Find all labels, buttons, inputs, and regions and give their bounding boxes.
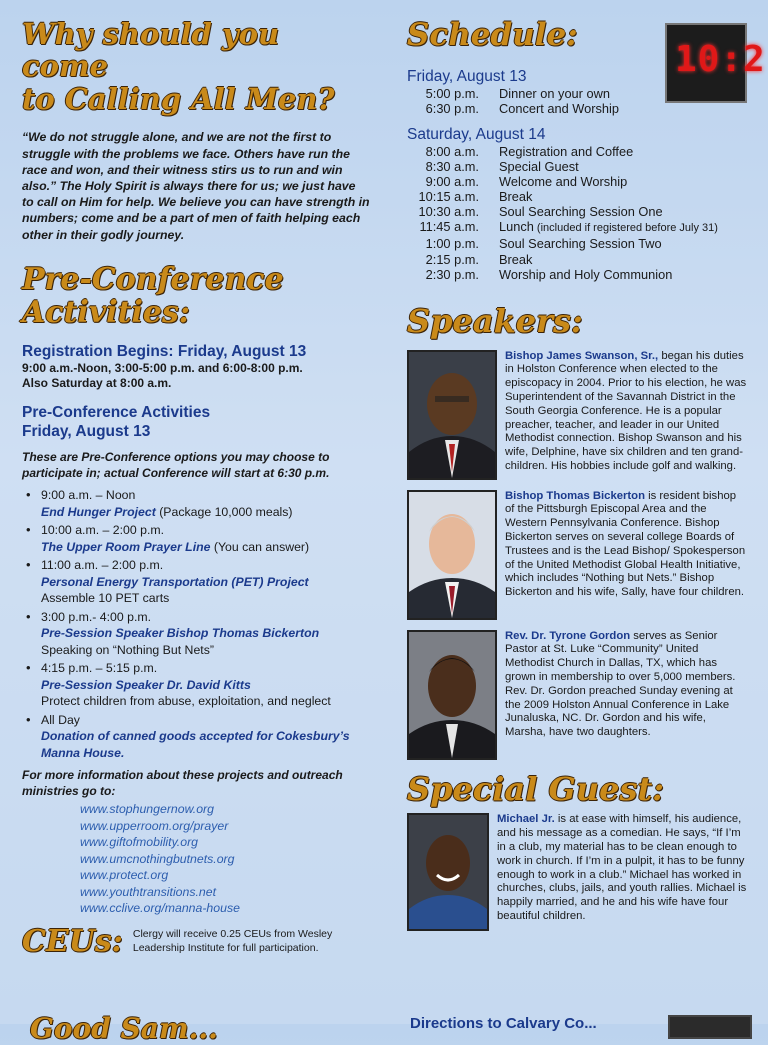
activity-desc: Assemble 10 PET carts <box>41 591 170 606</box>
schedule-time: 2:15 p.m. <box>425 251 479 267</box>
more-info: For more information about these projects and outreach ministries go to: <box>22 768 343 799</box>
links-list <box>80 801 370 917</box>
registration-hours: 9:00 a.m.-Noon, 3:00-5:00 p.m. and 6:00-8:00 p.m. <box>22 361 303 376</box>
speaker-card <box>407 630 747 760</box>
guest-card <box>407 813 747 931</box>
schedule-time: 11:45 a.m. <box>419 219 479 235</box>
ceu-text-line1: Clergy will receive 0.25 CEUs from Wesley <box>132 928 333 941</box>
activity-note: (You can answer) <box>210 539 310 554</box>
schedule-heading: Schedule: <box>407 17 578 53</box>
schedule-event: Welcome and Worship <box>499 174 628 190</box>
schedule-row <box>407 174 747 189</box>
schedule-event: Soul Searching Session Two <box>499 236 662 252</box>
pre-heading-line1: Pre-Conference <box>22 261 284 297</box>
special-guest-heading: Special Guest: <box>407 769 665 808</box>
guest-photo <box>407 813 489 931</box>
link-nothingbutnets[interactable]: www.umcnothingbutnets.org <box>80 851 235 866</box>
activity-time: 3:00 p.m.- 4:00 p.m. <box>41 609 152 624</box>
schedule-event: Break <box>499 189 533 205</box>
schedule-row <box>407 101 747 116</box>
saturday-schedule <box>407 144 747 282</box>
registration-saturday: Also Saturday at 8:00 a.m. <box>22 376 172 391</box>
schedule-time: 8:00 a.m. <box>425 143 479 159</box>
schedule-event <box>499 219 718 236</box>
speaker-name: Rev. Dr. Tyrone Gordon <box>505 629 631 642</box>
guest-name: Michael Jr. <box>497 813 555 826</box>
why-heading-line1: Why should you come <box>22 17 280 84</box>
activity-time: 10:00 a.m. – 2:00 p.m. <box>41 523 165 538</box>
ceu-section <box>22 925 370 959</box>
link-youthtransitions[interactable]: www.youthtransitions.net <box>80 884 217 899</box>
schedule-event: Special Guest <box>499 159 579 174</box>
ceu-heading: CEUs: <box>22 923 123 959</box>
schedule-time: 2:30 p.m. <box>425 266 479 282</box>
saturday-label: Saturday, August 14 <box>407 125 546 143</box>
list-item <box>22 487 370 520</box>
speaker-bio <box>505 490 747 620</box>
schedule-event-note: (included if registered before July 31) <box>533 222 718 235</box>
activity-title: Personal Energy Transportation (PET) Project <box>41 574 309 589</box>
schedule-time: 1:00 p.m. <box>425 236 479 252</box>
activities-heading-line2: Friday, August 13 <box>22 423 151 441</box>
bottom-right-heading: Directions to Calvary Co... <box>410 1015 597 1032</box>
bottom-corner-photo <box>668 1015 752 1039</box>
speaker-bio <box>505 350 747 480</box>
pre-heading-line2: Activities: <box>22 295 190 331</box>
schedule-event-label: Lunch <box>499 219 534 235</box>
speaker-photo <box>407 630 497 760</box>
left-column <box>22 18 370 958</box>
activity-desc: Protect children from abuse, exploitation, and neglect <box>41 694 331 709</box>
schedule-time: 8:30 a.m. <box>425 159 479 174</box>
clock-digits: 10:2 <box>675 39 766 80</box>
speaker-photo <box>407 350 497 480</box>
schedule-row <box>407 252 747 267</box>
list-item <box>22 660 370 710</box>
guest-bio <box>497 813 747 931</box>
guest-bio-text: is at ease with himself, his audience, and his message as a comedian. He says, “If I’m in a club, my material has to be clean enough to work in church. If I’m in a pulpit, it has to be funny enough to work in a club.” Michael has worked in churches, clubs, jails, and youth rallies. Michael is happily married, and he and his wife have four beautiful children. <box>497 813 747 922</box>
right-column <box>407 17 766 931</box>
activity-note: (Package 10,000 meals) <box>155 504 293 519</box>
activity-desc: Speaking on “Nothing But Nets” <box>41 642 214 657</box>
list-item <box>22 712 370 762</box>
activity-title: Donation of canned goods accepted for Cokesbury’s Manna House. <box>41 729 350 760</box>
list-item <box>22 557 370 607</box>
speaker-bio <box>505 630 747 760</box>
activities-list <box>22 487 370 761</box>
link-manna-house[interactable]: www.cclive.org/manna-house <box>80 901 240 916</box>
schedule-row <box>407 219 747 236</box>
speaker-bio-text: is resident bishop of the Pittsburgh Episcopal Area and the Western Pennsylvania Conference. Bishop Bickerton serves on several college Boards of Trustees and is the Lead Bishop/ Spokesperson of the United Methodist Global Health Initiative, which includes “Nothing but Nets.” Bishop Bickerton and his wife, Sally, have four children. <box>505 489 746 599</box>
speaker-name: Bishop Thomas Bickerton <box>505 489 645 502</box>
schedule-time: 9:00 a.m. <box>425 174 479 190</box>
schedule-event: Worship and Holy Communion <box>499 266 673 282</box>
schedule-row <box>407 159 747 174</box>
activity-time: All Day <box>41 712 80 727</box>
speaker-name: Bishop James Swanson, Sr., <box>505 349 659 362</box>
why-quote: “We do not struggle alone, and we are not the first to struggle with the problems we face. Others have run the race and won, and their witness stirs us to run and win also.” The Holy Spirit is always there for us; we just have to call on Him for help. We believe you can have strength in numbers; come and be a part of men of faith helping each other in their godly journey. <box>22 130 370 242</box>
activity-title: End Hunger Project <box>41 504 156 519</box>
why-heading <box>22 18 370 115</box>
schedule-event: Soul Searching Session One <box>499 204 663 220</box>
schedule-event: Dinner on your own <box>499 85 610 101</box>
why-heading-line2: to Calling All Men? <box>22 81 335 116</box>
activity-title: Pre-Session Speaker Bishop Thomas Bickerton <box>41 626 320 641</box>
link-stophungernow[interactable]: www.stophungernow.org <box>80 802 214 817</box>
schedule-time: 6:30 p.m. <box>425 100 479 116</box>
schedule-row <box>407 189 747 204</box>
activity-title: Pre-Session Speaker Dr. David Kitts <box>41 677 251 692</box>
activity-time: 4:15 p.m. – 5:15 p.m. <box>41 661 158 676</box>
schedule-event: Concert and Worship <box>499 100 619 116</box>
schedule-time: 10:30 a.m. <box>418 204 479 220</box>
schedule-row <box>407 204 747 219</box>
schedule-row <box>407 236 747 251</box>
speakers-heading: Speakers: <box>407 301 583 340</box>
link-giftofmobility[interactable]: www.giftofmobility.org <box>80 835 198 850</box>
activity-time: 9:00 a.m. – Noon <box>41 488 136 503</box>
link-upperroom[interactable]: www.upperroom.org/prayer <box>80 818 229 833</box>
speaker-bio-text: serves as Senior Pastor at St. Luke “Community” United Methodist Church in Dallas, TX, which has grown in membership to over 5,000 members. Rev. Dr. Gordon preached Sunday evening at the 2009 Holston Annual Conference in Lake Junaluska, NC. Dr. Gordon and his wife, Marsha, have two daughters. <box>505 629 736 739</box>
friday-label: Friday, August 13 <box>407 67 527 85</box>
activities-intro: These are Pre-Conference options you may choose to participate in; actual Conference will start at 6:30 p.m. <box>22 450 330 481</box>
activity-title: The Upper Room Prayer Line <box>41 539 211 554</box>
ceu-text <box>133 927 332 955</box>
speaker-photo <box>407 490 497 620</box>
schedule-time: 5:00 p.m. <box>425 85 479 101</box>
clock-photo <box>665 23 766 103</box>
schedule-row <box>407 267 747 282</box>
speaker-bio-text: began his duties in Holston Conference when elected to the episcopacy in 2004. Prior to his election, he was Superintendent of the Savannah District in the South Georgia Conference. He is a popular preacher, teacher, and leader in our United Methodist connection. Bishop Swanson and his wife, Delphine, have six children and ten grand-children. His hobbies include golf and walking. <box>505 349 747 472</box>
list-item <box>22 522 370 555</box>
schedule-event: Registration and Coffee <box>499 143 634 159</box>
schedule-row <box>407 144 747 159</box>
activity-time: 11:00 a.m. – 2:00 p.m. <box>41 558 164 573</box>
activities-heading-line1: Pre-Conference Activities <box>22 404 211 422</box>
pre-conference-heading <box>22 263 370 330</box>
schedule-time: 10:15 a.m. <box>418 189 479 205</box>
link-protect[interactable]: www.protect.org <box>80 868 169 883</box>
speaker-card <box>407 350 747 480</box>
schedule-event: Break <box>499 251 533 267</box>
registration-heading: Registration Begins: Friday, August 13 <box>22 343 307 361</box>
speaker-card <box>407 490 747 620</box>
ceu-text-line2: Leadership Institute for full participation. <box>132 942 319 955</box>
bottom-left-heading: Good Sam... <box>30 1012 218 1045</box>
list-item <box>22 609 370 659</box>
